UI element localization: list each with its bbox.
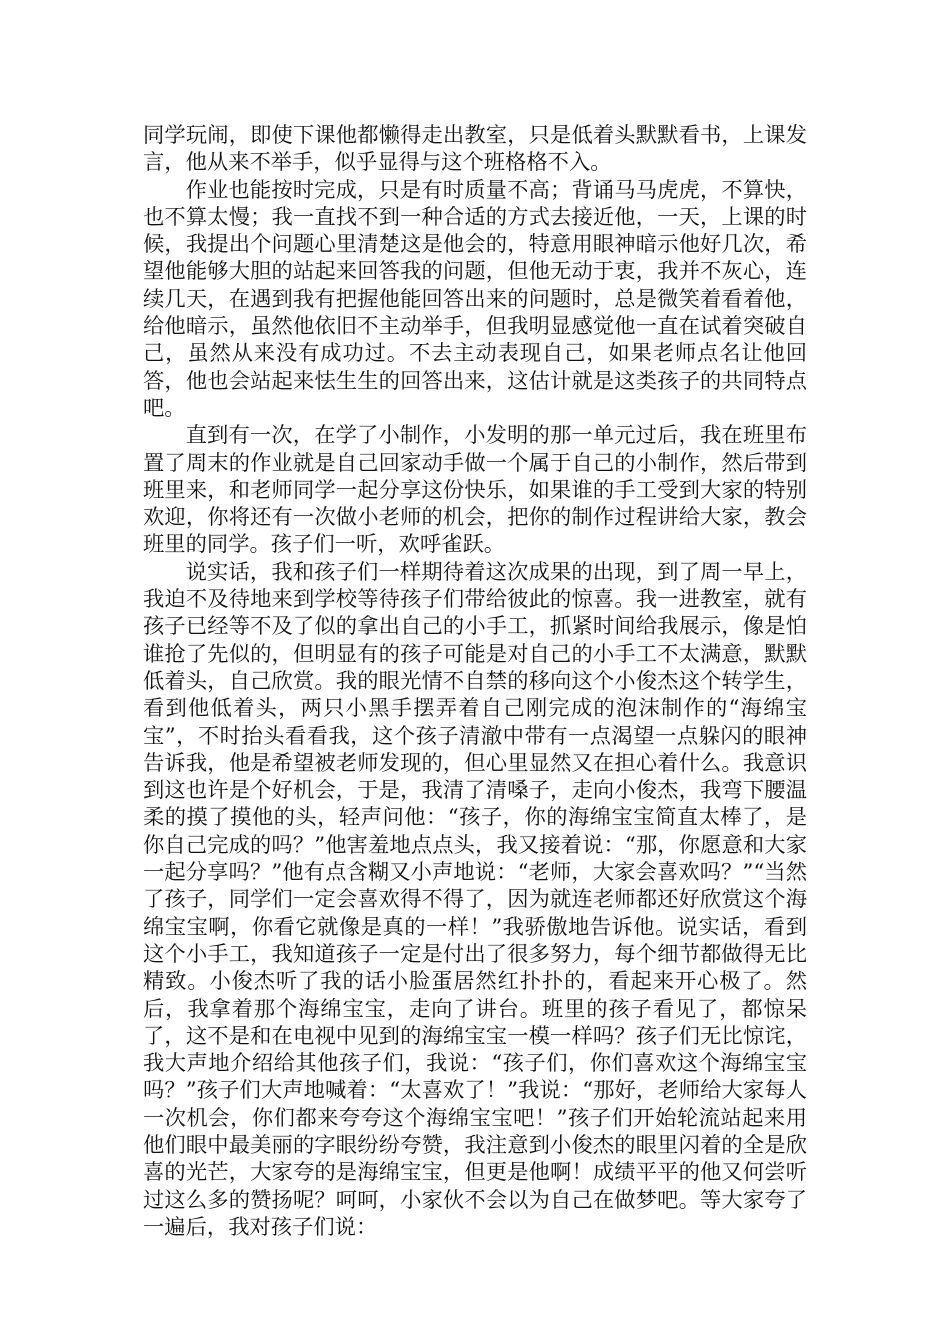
paragraph: 作业也能按时完成，只是有时质量不高；背诵马马虎虎，不算快，也不算太慢；我一直找不到一种合适的方式去接近他，一天，上课的时候，我提出个问题心里清楚这是他会的，特意用眼神暗示他好几次，希望他能够大胆的站起来回答我的问题，但他无动于衷，我并不灰心，连续几天，在遇到我有把握他能回答出来的问题时，总是微笑着看着他，给他暗示，虽然他依旧不主动举手，但我明显感觉他一直在试着突破自己，虽然从来没有成功过。不去主动表现自己，如果老师点名让他回答，他也会站起来怯生生的回答出来，这估计就是这类孩子的共同特点吧。 <box>143 177 807 421</box>
paragraph: 说实话，我和孩子们一样期待着这次成果的出现，到了周一早上，我迫不及待地来到学校等待孩子们带给彼此的惊喜。我一进教室，就有孩子已经等不及了似的拿出自己的小手工，抓紧时间给我展示，像是怕谁抢了先似的，但明显有的孩子可能是对自己的小手工不太满意，默默低着头，自己欣赏。我的眼光情不自禁的移向这个小俊杰这个转学生，看到他低着头，两只小黑手摆弄着自己刚完成的泡沫制作的“海绵宝宝”，不时抬头看看我，这个孩子清澈中带有一点渴望一点躲闪的眼神告诉我，他是希望被老师发现的，但心里显然又在担心着什么。我意识到这也许是个好机会，于是，我清了清嗓子，走向小俊杰，我弯下腰温柔的摸了摸他的头，轻声问他：“孩子，你的海绵宝宝简直太棒了，是你自己完成的吗？”他害羞地点点头，我又接着说：“那，你愿意和大家一起分享吗？”他有点含糊又小声地说：“老师，大家会喜欢吗？”“当然了孩子，同学们一定会喜欢得不得了，因为就连老师都还好欣赏这个海绵宝宝啊，你看它就像是真的一样！”我骄傲地告诉他。说实话，看到这个小手工，我知道孩子一定是付出了很多努力，每个细节都做得无比精致。小俊杰听了我的话小脸蛋居然红扑扑的，看起来开心极了。然后，我拿着那个海绵宝宝，走向了讲台。班里的孩子看见了，都惊呆了，这不是和在电视中见到的海绵宝宝一模一样吗？孩子们无比惊诧，我大声地介绍给其他孩子们，我说：“孩子们，你们喜欢这个海绵宝宝吗？”孩子们大声地喊着：“太喜欢了！”我说：“那好，老师给大家每人一次机会，你们都来夸夸这个海绵宝宝吧！”孩子们开始轮流站起来用他们眼中最美丽的字眼纷纷夸赞，我注意到小俊杰的眼里闪着的全是欣喜的光芒，大家夸的是海绵宝宝，但更是他啊！成绩平平的他又何尝听过这么多的赞扬呢？呵呵，小家伙不会以为自己在做梦吧。等大家夸了一遍后，我对孩子们说： <box>143 559 807 1240</box>
paragraph: 直到有一次，在学了小制作，小发明的那一单元过后，我在班里布置了周末的作业就是自己回家动手做一个属于自己的小制作，然后带到班里来，和老师同学一起分享这份快乐，如果谁的手工受到大家的特别欢迎，你将还有一次做小老师的机会，把你的制作过程讲给大家，教会班里的同学。孩子们一听，欢呼雀跃。 <box>143 423 807 558</box>
paragraph: 同学玩闹，即使下课他都懒得走出教室，只是低着头默默看书，上课发言，他从来不举手，似乎显得与这个班格格不入。 <box>143 123 807 176</box>
document-page <box>143 122 807 1241</box>
